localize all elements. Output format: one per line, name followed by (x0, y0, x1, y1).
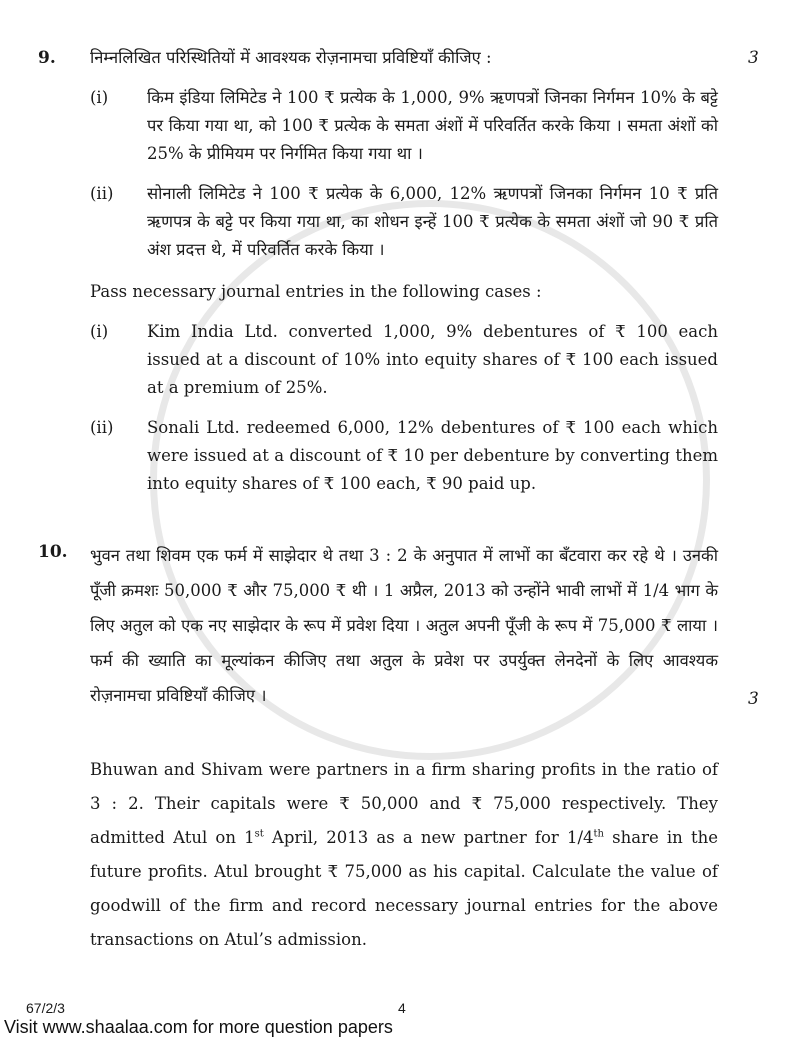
q9-hindi-item (90, 180, 718, 264)
question-number-9: 9. (38, 48, 56, 68)
question-number-10: 10. (38, 542, 68, 562)
q9-english-item-label: (i) (90, 322, 109, 341)
q9-hindi-item-label: (i) (90, 88, 109, 107)
question-9 (0, 44, 800, 498)
q9-body (90, 44, 718, 498)
question-10-english (0, 713, 800, 957)
q9-hindi-item-label: (ii) (90, 184, 114, 203)
footer-line (0, 1000, 800, 1016)
q9-marks: 3 (748, 48, 759, 68)
q9-hindi-intro: निम्नलिखित परिस्थितियों में आवश्यक रोज़नामचा प्रविष्टियाँ कीजिए : (90, 48, 492, 67)
q10-english-body (90, 713, 718, 957)
superscript: th (593, 828, 604, 840)
q10-marks: 3 (748, 689, 759, 709)
q10-english-part: Bhuwan and Shivam were partners in a firm sharing profits in the ratio of 3 : 2. Their capitals were ₹ 50,000 and ₹ 75,000 respectively. They admitted Atul on 1 (90, 760, 718, 847)
q9-english-item (90, 414, 718, 498)
q9-english-item-label: (ii) (90, 418, 114, 437)
q9-english-item-text: Sonali Ltd. redeemed 6,000, 12% debentures of ₹ 100 each which were issued at a discount of ₹ 10 per debenture by converting them into equity shares of ₹ 100 each, ₹ 90 paid up. (147, 418, 718, 493)
visit-link[interactable]: Visit www.shaalaa.com for more question papers (4, 1017, 393, 1037)
q10-english-part: share in the future profits. Atul brought ₹ 75,000 as his capital. Calculate the value of goodwill of the firm and record necessary journal entries for the above transactions on Atul’s admission. (90, 828, 718, 949)
page-number: 4 (398, 1000, 406, 1016)
q10-hindi-text: भुवन तथा शिवम एक फर्म में साझेदार थे तथा 3 : 2 के अनुपात में लाभों का बँटवारा कर रहे थे । उनकी पूँजी क्रमशः 50,000 ₹ और 75,000 ₹ थी । 1 अप्रैल, 2013 को उन्होंने भावी लाभों में 1/4 भाग के लिए अतुल को एक नए साझेदार के रूप में प्रवेश दिया । अतुल अपनी पूँजी के रूप में 75,000 ₹ लाया । फर्म की ख्याति का मूल्यांकन कीजिए तथा अतुल के प्रवेश पर उपर्युक्त लेनदेनों के लिए आवश्यक रोज़नामचा प्रविष्टियाँ कीजिए । (90, 546, 718, 705)
footer (0, 1000, 800, 1060)
q10-english-part: April, 2013 as a new partner for 1/4 (263, 828, 594, 847)
q9-hindi-item (90, 84, 718, 168)
q10-hindi-body (90, 538, 718, 713)
q9-english-intro: Pass necessary journal entries in the following cases : (90, 282, 542, 301)
q9-english-item (90, 318, 718, 402)
q9-hindi-item-text: किम इंडिया लिमिटेड ने 100 ₹ प्रत्येक के 1,000, 9% ऋणपत्रों जिनका निर्गमन 10% के बट्टे पर किया गया था, को 100 ₹ प्रत्येक के समता अंशों में परिवर्तित करके किया । समता अंशों को 25% के प्रीमियम पर निर्गमित किया गया था । (147, 88, 718, 163)
superscript: st (254, 828, 264, 840)
q9-hindi-item-text: सोनाली लिमिटेड ने 100 ₹ प्रत्येक के 6,000, 12% ऋणपत्रों जिनका निर्गमन 10 ₹ प्रति ऋणपत्र के बट्टे पर किया गया था, का शोधन इन्हें 100 ₹ प्रत्येक के समता अंशों जो 90 ₹ प्रति अंश प्रदत्त थे, में परिवर्तित करके किया । (147, 184, 718, 259)
q9-english-item-text: Kim India Ltd. converted 1,000, 9% debentures of ₹ 100 each issued at a discount of 10% into equity shares of ₹ 100 each issued at a premium of 25%. (147, 322, 718, 397)
paper-code: 67/2/3 (26, 1000, 65, 1016)
q10-english-text (90, 753, 718, 957)
question-10 (0, 538, 800, 713)
